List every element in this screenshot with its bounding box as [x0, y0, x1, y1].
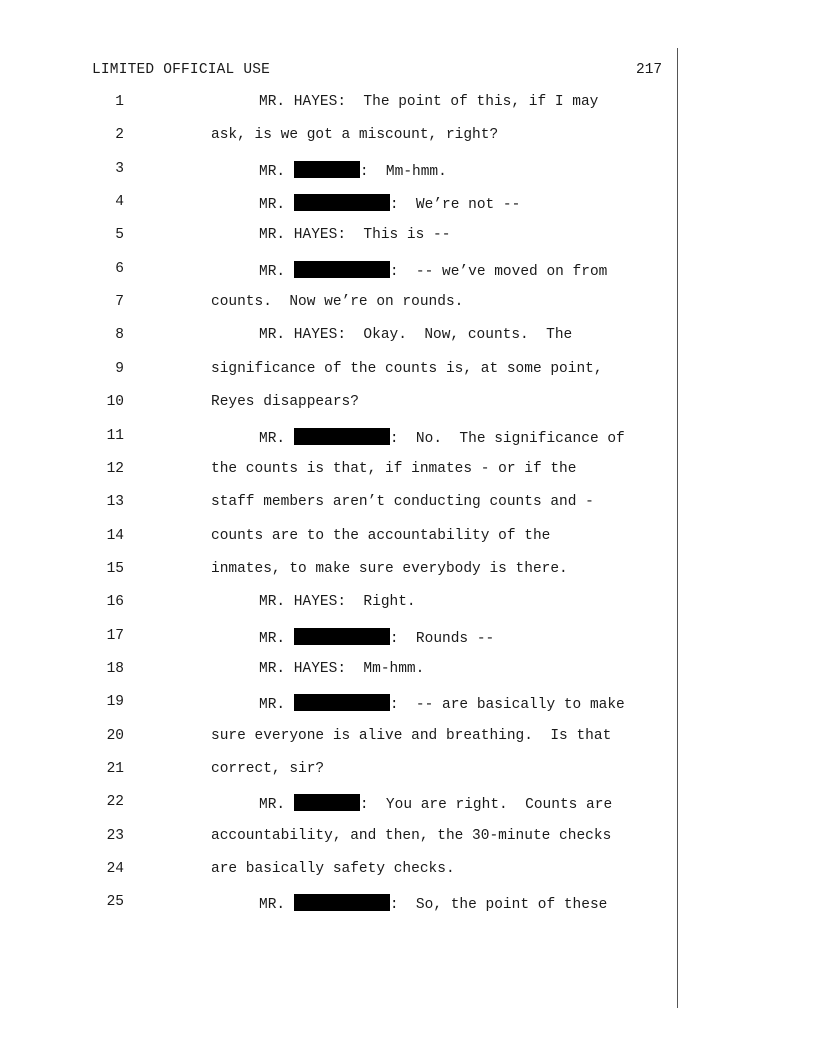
line-number: 15 [106, 560, 124, 577]
line-text-segment: MR. [259, 797, 294, 814]
line-text [211, 528, 550, 544]
line-number: 1 [115, 94, 124, 110]
line-number: 12 [106, 460, 124, 477]
line-text [211, 294, 463, 310]
line-text-segment: Reyes disappears? [211, 394, 359, 411]
line-text-segment: staff members aren’t conducting counts and - [211, 494, 594, 511]
line-text-segment: counts. Now we’re on rounds. [211, 294, 464, 311]
line-text [259, 428, 625, 447]
line-text [259, 261, 607, 280]
line-number: 2 [115, 127, 124, 144]
line-text [211, 561, 568, 577]
line-number: 20 [106, 727, 124, 744]
redaction-block [294, 261, 390, 278]
line-number: 22 [106, 794, 124, 811]
line-text-segment: MR. [259, 697, 294, 714]
line-text-segment: MR. [259, 897, 294, 914]
line-text-segment: MR. HAYES: This is -- [259, 227, 451, 244]
line-text-segment: MR. HAYES: The point of this, if I may [259, 94, 599, 110]
line-number: 13 [106, 494, 124, 511]
transcript-line [0, 194, 816, 218]
transcript-line [0, 428, 816, 452]
transcript-line [0, 161, 816, 185]
line-text [259, 161, 447, 180]
line-text-segment: correct, sir? [211, 761, 325, 777]
transcript-line [0, 528, 816, 552]
transcript-line [0, 261, 816, 285]
transcript-line [0, 694, 816, 718]
line-number: 24 [106, 861, 124, 878]
line-number: 8 [115, 327, 124, 344]
line-number: 10 [106, 394, 124, 411]
transcript-line [0, 728, 816, 752]
transcript-line [0, 794, 816, 818]
line-text [259, 94, 598, 110]
line-text [211, 761, 324, 777]
line-number: 14 [106, 527, 124, 544]
line-text [259, 327, 572, 343]
line-text-segment: : We’re not -- [389, 197, 521, 214]
line-text-segment: the counts is that, if inmates - or if the [211, 460, 577, 477]
line-text [259, 661, 424, 677]
transcript-line [0, 327, 816, 351]
redaction-block [294, 694, 390, 711]
line-text [211, 494, 594, 510]
line-text [211, 728, 611, 744]
line-text-segment: : -- are basically to make [389, 697, 625, 714]
line-text-segment: : So, the point of these [389, 897, 608, 914]
line-text-segment: : Rounds -- [389, 630, 495, 647]
line-number: 6 [115, 260, 124, 277]
redaction-block [294, 794, 360, 811]
redaction-block [294, 894, 390, 911]
line-text-segment: MR. [259, 163, 294, 180]
line-text-segment: : -- we’ve moved on from [389, 263, 608, 280]
transcript-line [0, 394, 816, 418]
line-text [259, 594, 416, 610]
line-text [211, 361, 603, 377]
line-text [259, 194, 520, 213]
line-number: 23 [106, 827, 124, 844]
transcript-line [0, 828, 816, 852]
transcript-line [0, 294, 816, 318]
line-text [211, 828, 611, 844]
line-text-segment: MR. [259, 430, 294, 447]
line-text-segment: MR. HAYES: Mm-hmm. [259, 660, 425, 677]
line-text-segment: : You are right. Counts are [359, 797, 613, 814]
redaction-block [294, 161, 360, 178]
line-number: 21 [106, 761, 124, 777]
redaction-block [294, 428, 390, 445]
line-number: 19 [106, 694, 124, 711]
line-text-segment: significance of the counts is, at some point, [211, 360, 603, 377]
line-text [259, 628, 494, 647]
line-number: 7 [115, 294, 124, 311]
line-text-segment: : Mm-hmm. [359, 163, 447, 180]
line-text-segment: counts are to the accountability of the [211, 527, 551, 544]
line-number: 3 [115, 160, 124, 177]
line-number: 9 [115, 360, 124, 377]
transcript-line [0, 361, 816, 385]
transcript-line [0, 594, 816, 618]
line-text-segment: sure everyone is alive and breathing. Is that [211, 727, 612, 744]
line-text-segment: MR. HAYES: Right. [259, 594, 416, 611]
transcript-line [0, 127, 816, 151]
transcript-line [0, 628, 816, 652]
line-text [259, 794, 612, 813]
transcript-line [0, 94, 816, 118]
line-text-segment: MR. [259, 263, 294, 280]
transcript-line [0, 761, 816, 785]
line-number: 4 [115, 194, 124, 211]
line-text [259, 227, 450, 243]
line-text [211, 861, 455, 877]
line-text-segment: MR. [259, 197, 294, 214]
line-number: 17 [106, 627, 124, 644]
classification-header: LIMITED OFFICIAL USE [92, 62, 271, 78]
page-number: 217 [636, 62, 663, 78]
redaction-block [294, 628, 390, 645]
line-number: 18 [106, 660, 124, 677]
transcript-line [0, 894, 816, 918]
line-number: 11 [106, 427, 124, 444]
line-text-segment: ask, is we got a miscount, right? [211, 127, 499, 144]
line-text [211, 394, 359, 410]
line-text [211, 461, 576, 477]
line-number: 16 [106, 594, 124, 611]
transcript-line [0, 561, 816, 585]
line-text [259, 694, 625, 713]
line-text [211, 127, 498, 143]
line-text-segment: MR. HAYES: Okay. Now, counts. The [259, 327, 573, 344]
line-text-segment: inmates, to make sure everybody is there. [211, 560, 568, 577]
line-number: 25 [106, 894, 124, 911]
line-text-segment: : No. The significance of [389, 430, 625, 447]
line-text [259, 894, 607, 913]
transcript-line [0, 661, 816, 685]
transcript-line [0, 461, 816, 485]
redaction-block [294, 194, 390, 211]
line-text-segment: accountability, and then, the 30-minute checks [211, 827, 612, 844]
transcript-line [0, 227, 816, 251]
transcript-line [0, 494, 816, 518]
line-text-segment: are basically safety checks. [211, 861, 455, 878]
line-text-segment: MR. [259, 630, 294, 647]
line-number: 5 [115, 227, 124, 244]
transcript-line [0, 861, 816, 885]
